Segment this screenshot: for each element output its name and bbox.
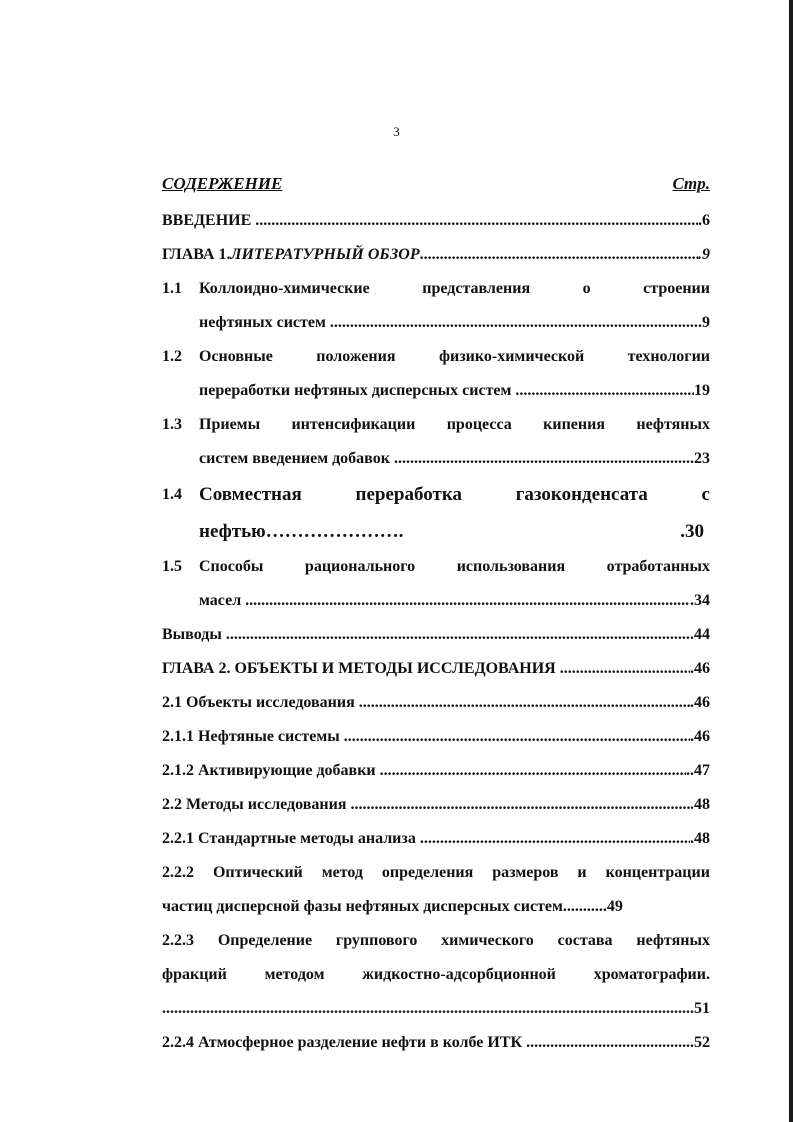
toc-entry-2-2-2-cont[interactable]: частиц дисперсной фазы нефтяных дисперсных систем ..... .49 xyxy=(162,890,710,924)
toc-entry-2-1-2[interactable]: 2.1.2 Активирующие добавки ..... ..47 xyxy=(162,754,710,788)
toc-entry-1-2[interactable]: 1.2 Основные положения физико-химической технологии xyxy=(162,348,710,365)
toc-entry-conclusions[interactable]: Выводы ..... .44 xyxy=(162,618,710,652)
toc-page-label: Стр. xyxy=(672,174,710,193)
toc-entry-1-5-cont[interactable]: масел ..... .34 xyxy=(162,584,710,618)
toc-entry-2-1[interactable]: 2.1 Объекты исследования ..... .46 xyxy=(162,686,710,720)
page-number: 3 xyxy=(393,124,400,139)
toc-entry-1-1[interactable]: 1.1 Коллоидно-химические представления о строении xyxy=(162,280,710,297)
toc-entry-1-4[interactable]: 1.4 Совместная переработка газоконденсата с xyxy=(162,484,710,505)
toc-entry-chapter-1[interactable]: ГЛАВА 1. ЛИТЕРАТУРНЫЙ ОБЗОР ..... .9 xyxy=(162,238,710,272)
toc-entry-1-5[interactable]: 1.5 Способы рационального использования отработанных xyxy=(162,558,710,575)
toc-entry-2-1-1[interactable]: 2.1.1 Нефтяные системы ..... .46 xyxy=(162,720,710,754)
toc-entry-2-2-3[interactable]: 2.2.3 Определение группового химического состава нефтяных xyxy=(162,932,710,949)
toc-entry-chapter-2[interactable]: ГЛАВА 2. ОБЪЕКТЫ И МЕТОДЫ ИССЛЕДОВАНИЯ ..... .46 xyxy=(162,652,710,686)
toc-entry-1-3-cont[interactable]: систем введением добавок ..... .23 xyxy=(162,442,710,476)
toc-entry-1-2-cont[interactable]: переработки нефтяных дисперсных систем ..... 19 xyxy=(162,374,710,408)
toc-entry-2-2-1[interactable]: 2.2.1 Стандартные методы анализа ..... .48 xyxy=(162,822,710,856)
toc-entry-2-2[interactable]: 2.2 Методы исследования ..... .48 xyxy=(162,788,710,822)
table-of-contents xyxy=(162,174,710,1060)
toc-entry-1-1-cont[interactable]: нефтяных систем ..... .9 xyxy=(162,306,710,340)
page-edge xyxy=(789,0,793,1122)
toc-entry-2-2-4[interactable]: 2.2.4 Атмосферное разделение нефти в колбе ИТК ..... ..52 xyxy=(162,1026,710,1060)
toc-entry-1-4-cont[interactable]: нефтью…………………. .30 xyxy=(199,521,704,542)
toc-entry-2-2-2[interactable]: 2.2.2 Оптический метод определения размеров и концентрации xyxy=(162,864,710,881)
toc-entry-introduction[interactable]: ВВЕДЕНИЕ ..... .6 xyxy=(162,204,710,238)
toc-entry-1-3[interactable]: 1.3 Приемы интенсификации процесса кипения нефтяных xyxy=(162,416,710,433)
toc-entry-2-2-3-cont[interactable]: фракций методом жидкостно-адсорбционной хроматографии. xyxy=(162,966,710,983)
toc-title: СОДЕРЖЕНИЕ xyxy=(162,174,283,193)
toc-header xyxy=(162,174,710,204)
toc-entry-2-2-3-page[interactable]: ..... .51 xyxy=(162,992,710,1026)
